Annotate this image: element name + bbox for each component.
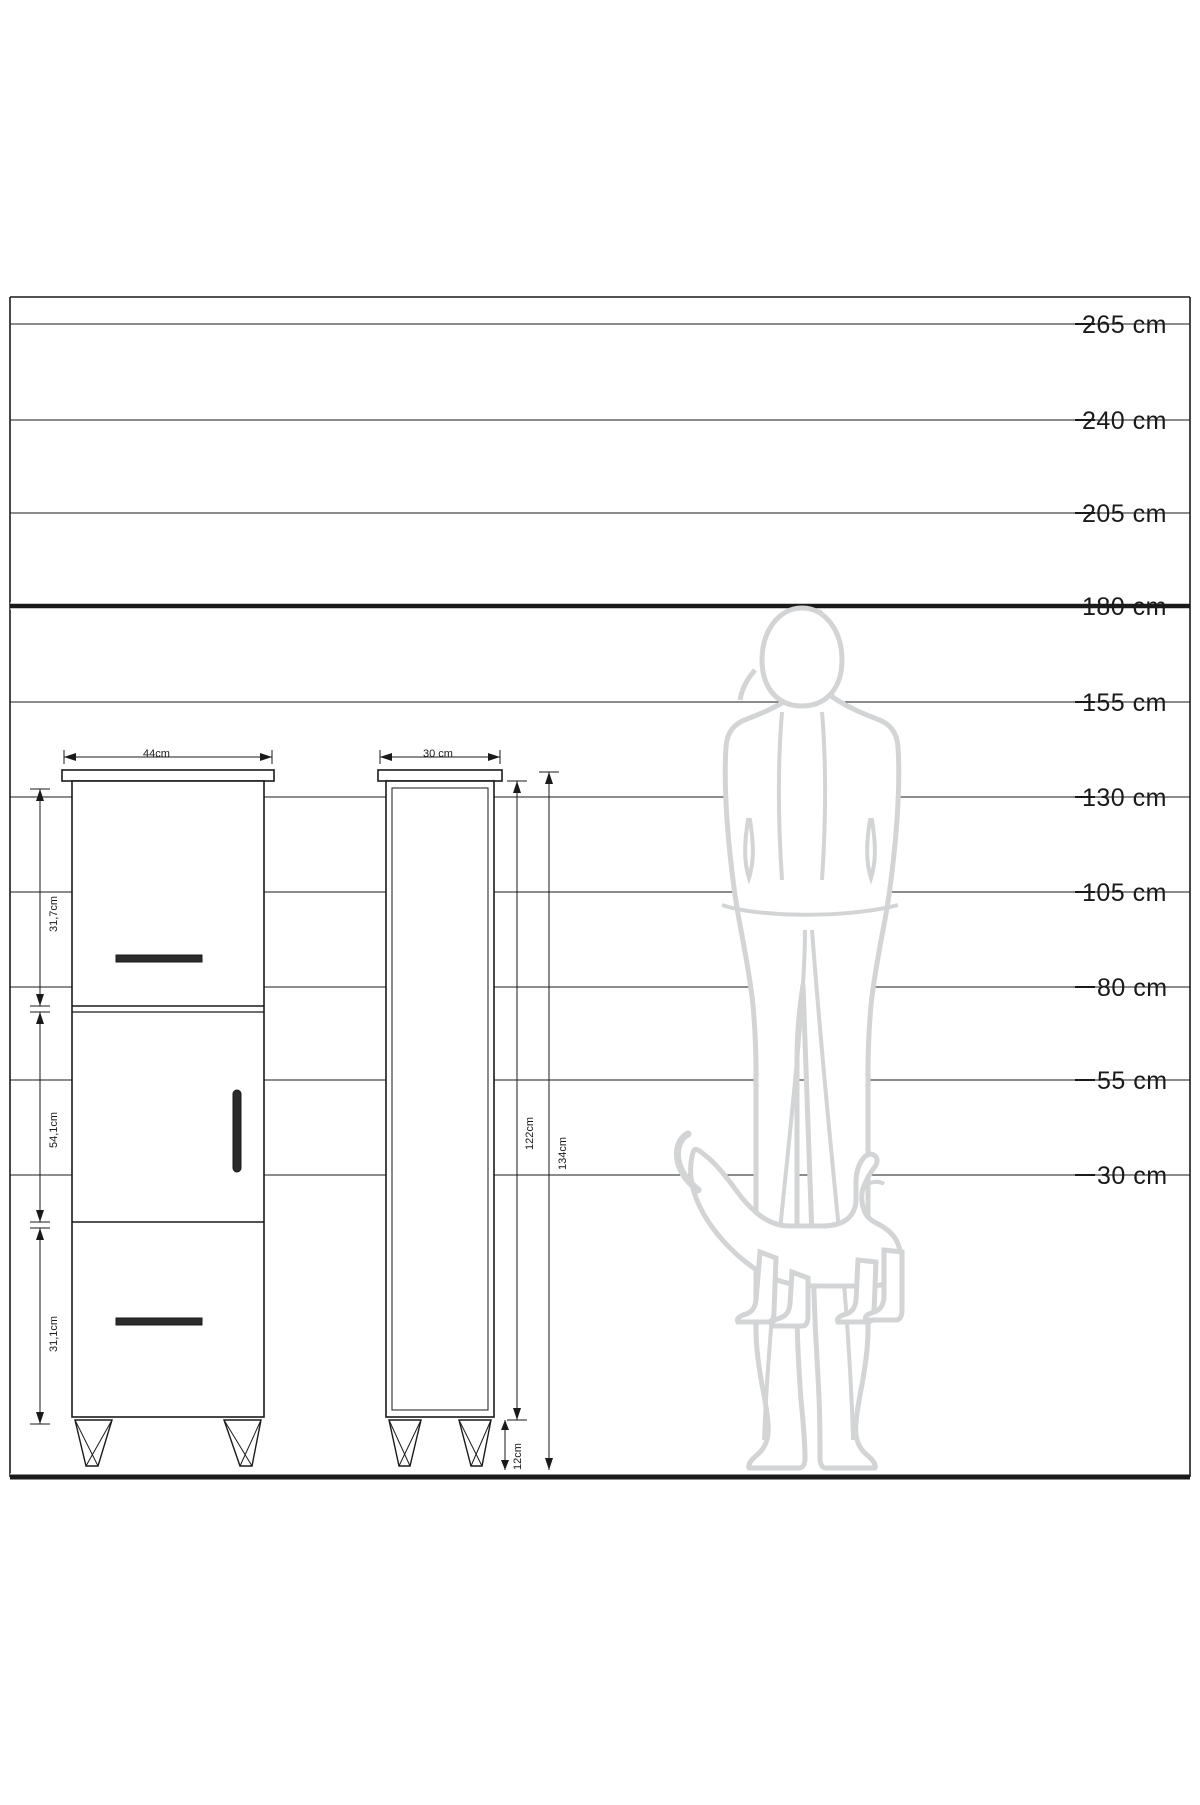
scale-label-180: 180 cm bbox=[1082, 593, 1167, 621]
cabinet-left-door-handle bbox=[233, 1090, 241, 1172]
cabinet-left-bottom-drawer-handle bbox=[116, 1318, 202, 1325]
floor-line bbox=[10, 1474, 1190, 1480]
cabinet-left-top-drawer-label: 31,7cm bbox=[48, 895, 60, 932]
cabinet-left-top-cap bbox=[62, 770, 274, 781]
cabinet-left-door-label: 54,1cm bbox=[48, 1111, 60, 1148]
scale-label-240: 240 cm bbox=[1082, 407, 1167, 435]
cabinet-right-leg-height-label: 12cm bbox=[512, 1443, 524, 1470]
scale-label-105: 105 cm bbox=[1082, 879, 1167, 907]
cabinet-right-top-cap bbox=[378, 770, 502, 781]
cabinet-left-width-label: 44cm bbox=[143, 748, 170, 760]
cabinet-left-top-drawer-handle bbox=[116, 955, 202, 962]
scale-label-80: 80 cm bbox=[1097, 974, 1168, 1002]
cabinet-right-door-panel bbox=[392, 788, 488, 1410]
scale-label-130: 130 cm bbox=[1082, 784, 1167, 812]
gridline-180-thick bbox=[10, 603, 1190, 609]
scale-label-155: 155 cm bbox=[1082, 689, 1167, 717]
scale-label-30: 30 cm bbox=[1097, 1162, 1168, 1190]
cabinet-right-width-label: 30 cm bbox=[423, 748, 453, 760]
cabinet-right-body-height-label: 122cm bbox=[524, 1116, 536, 1150]
cabinet-left-bottom-drawer-label: 31,1cm bbox=[48, 1315, 60, 1352]
scale-label-55: 55 cm bbox=[1097, 1067, 1168, 1095]
scale-label-265: 265 cm bbox=[1082, 311, 1167, 339]
scale-label-205: 205 cm bbox=[1082, 500, 1167, 528]
cabinet-right-total-height-label: 134cm bbox=[557, 1136, 569, 1170]
